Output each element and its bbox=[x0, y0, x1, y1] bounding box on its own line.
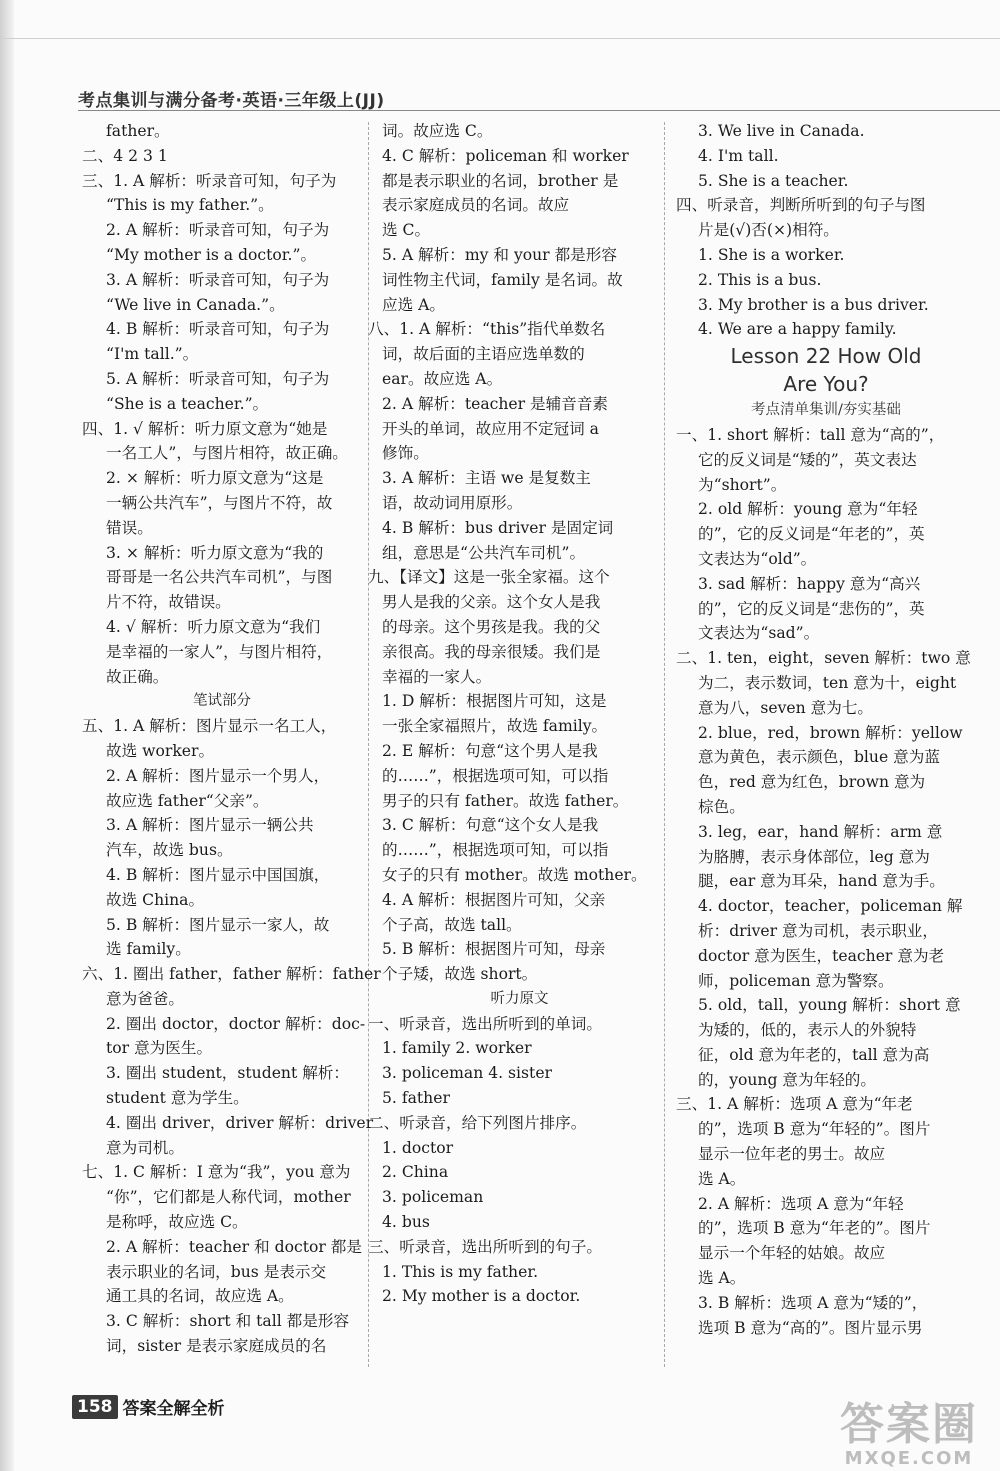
answer-line: 3. policeman 4. sister bbox=[382, 1064, 553, 1083]
answer-line: 征，old 意为年老的，tall 意为高 bbox=[698, 1045, 930, 1064]
answer-line: 3. policeman bbox=[382, 1188, 484, 1207]
answer-column-3 bbox=[676, 119, 976, 1340]
answer-line: 4. We are a happy family. bbox=[698, 320, 897, 339]
subsection-heading: 考点清单集训/夯实基础 bbox=[751, 402, 901, 419]
watermark-logo-text: 答案圈 bbox=[840, 1399, 978, 1450]
answer-line: 1. D 解析：根据图片可知，这是 bbox=[382, 692, 607, 711]
answer-line: student 意为学生。 bbox=[106, 1089, 249, 1108]
answer-line: 5. A 解析：my 和 your 都是形容 bbox=[382, 245, 617, 264]
answer-line: 5. A 解析：听录音可知，句子为 bbox=[106, 369, 330, 388]
answer-line: 片不符，故错误。 bbox=[106, 593, 231, 612]
page-binding-shadow bbox=[0, 0, 14, 1471]
answer-line: 4. A 解析：根据图片可知，父亲 bbox=[382, 890, 606, 909]
answer-line: 故应选 father“父亲”。 bbox=[106, 791, 269, 810]
footer-label: 答案全解全析 bbox=[122, 1399, 225, 1419]
answer-line: 色，red 意为红色，brown 意为 bbox=[698, 773, 926, 792]
answer-line: doctor 意为医生，teacher 意为老 bbox=[698, 946, 945, 965]
answer-line: 2. A 解析：选项 A 意为“年轻 bbox=[698, 1194, 904, 1213]
answer-line: 的……”，根据选项可知，可以指 bbox=[382, 841, 609, 860]
answer-line: 3. A 解析：主语 we 是复数主 bbox=[382, 469, 591, 488]
answer-line: 八、1. A 解析：“this”指代单数名 bbox=[368, 320, 606, 339]
answer-line: 2. blue，red，brown 解析：yellow bbox=[698, 723, 963, 742]
lesson-title-line2: Are You? bbox=[783, 372, 869, 397]
answer-line: 3. sad 解析：happy 意为“高兴 bbox=[698, 574, 921, 593]
answer-line: 4. bus bbox=[382, 1213, 430, 1232]
answer-line: 4. √ 解析：听力原文意为“我们 bbox=[106, 617, 321, 636]
answer-line: 2. A 解析：图片显示一个男人， bbox=[106, 766, 330, 785]
answer-line: 1. doctor bbox=[382, 1138, 454, 1157]
answer-line: 析：driver 意为司机，表示职业， bbox=[698, 921, 938, 940]
answer-line: 2. A 解析：teacher 和 doctor 都是 bbox=[106, 1237, 362, 1256]
watermark bbox=[840, 1399, 978, 1469]
answer-line: 3. We live in Canada. bbox=[698, 122, 865, 140]
answer-column-2 bbox=[368, 119, 657, 1309]
section-heading: 听力原文 bbox=[490, 990, 549, 1007]
answer-line: 1. family 2. worker bbox=[382, 1039, 532, 1058]
answer-line: 文表达为“old”。 bbox=[698, 549, 817, 568]
answer-line: 3. B 解析：选项 A 意为“矮的”， bbox=[698, 1293, 928, 1312]
answer-line: 一、听录音，选出所听到的单词。 bbox=[368, 1014, 602, 1033]
column-divider-1 bbox=[368, 122, 369, 1367]
answer-line: 的，young 意为年轻的。 bbox=[698, 1070, 876, 1089]
answer-line: 为“short”。 bbox=[698, 475, 787, 494]
answer-line: 意为爸爸。 bbox=[106, 989, 184, 1008]
answer-line: 是称呼，故应选 C。 bbox=[106, 1213, 248, 1232]
answer-line: 2. 圈出 doctor，doctor 解析：doc- bbox=[106, 1014, 366, 1033]
answer-line: 3. C 解析：short 和 tall 都是形容 bbox=[106, 1312, 350, 1331]
answer-line: 女子的只有 mother。故选 mother。 bbox=[382, 865, 647, 884]
answer-column-1 bbox=[82, 119, 381, 1359]
answer-line: 的”，它的反义词是“年老的”，英 bbox=[698, 525, 925, 544]
answer-line: “你”，它们都是人称代词，mother bbox=[106, 1188, 351, 1207]
answer-line: 2. A 解析：teacher 是辅音音素 bbox=[382, 394, 609, 413]
answer-line: 片是(√)否(×)相符。 bbox=[698, 221, 839, 240]
answer-line: 4. B 解析：bus driver 是固定词 bbox=[382, 518, 614, 537]
answer-line: 是幸福的一家人”，与图片相符， bbox=[106, 642, 333, 661]
answer-line: 的”，它的反义词是“悲伤的”，英 bbox=[698, 599, 925, 618]
answer-line: 意为八，seven 意为七。 bbox=[698, 698, 874, 717]
answer-line: 5. father bbox=[382, 1089, 450, 1108]
answer-line: 个子高，故选 tall。 bbox=[382, 915, 522, 934]
section-heading: 笔试部分 bbox=[193, 693, 251, 710]
answer-line: 故选 worker。 bbox=[106, 741, 215, 760]
answer-line: 词，故后面的主语应选单数的 bbox=[382, 345, 585, 364]
answer-line: 选 C。 bbox=[382, 221, 431, 240]
answer-line: 选 family。 bbox=[106, 940, 191, 959]
answer-line: 2. My mother is a doctor. bbox=[382, 1287, 581, 1306]
answer-line: 为矮的，低的，表示人的外貌特 bbox=[698, 1021, 917, 1040]
answer-line: 2. E 解析：句意“这个男人是我 bbox=[382, 741, 598, 760]
answer-line: “This is my father.”。 bbox=[106, 196, 274, 215]
answer-line: 2. China bbox=[382, 1163, 449, 1182]
answer-line: 腿，ear 意为耳朵，hand 意为手。 bbox=[698, 872, 945, 891]
answer-line: 师，policeman 意为警察。 bbox=[698, 971, 894, 990]
answer-line: 都是表示职业的名词，brother 是 bbox=[382, 171, 619, 190]
answer-line: 3. A 解析：听录音可知，句子为 bbox=[106, 270, 330, 289]
answer-line: 显示一位年老的男士。故应 bbox=[698, 1145, 886, 1164]
answer-line: 选项 B 意为“高的”。图片显示男 bbox=[698, 1318, 923, 1337]
page-header: 考点集训与满分备考·英语·三年级上(JJ) bbox=[78, 91, 385, 111]
answer-line: “I'm tall.”。 bbox=[106, 345, 199, 364]
answer-line: 一名工人”，与图片相符，故正确。 bbox=[106, 444, 348, 463]
answer-line: 选 A。 bbox=[698, 1169, 746, 1188]
answer-line: 的”，选项 B 意为“年老的”。图片 bbox=[698, 1219, 931, 1238]
page-footer bbox=[72, 1394, 225, 1419]
answer-line: 一张全家福照片，故选 family。 bbox=[382, 717, 608, 736]
answer-line: 错误。 bbox=[106, 518, 153, 537]
answer-line: 4. doctor，teacher，policeman 解 bbox=[698, 897, 963, 916]
answer-line: 选 A。 bbox=[698, 1269, 746, 1288]
answer-line: 5. B 解析：根据图片可知，母亲 bbox=[382, 940, 606, 959]
answer-line: 4. I'm tall. bbox=[698, 146, 779, 165]
answer-line: 男人是我的父亲。这个女人是我 bbox=[382, 593, 601, 612]
answer-line: 亲很高。我的母亲很矮。我们是 bbox=[382, 642, 601, 661]
answer-line: 九、【译文】这是一张全家福。这个 bbox=[368, 568, 610, 587]
answer-line: 3. × 解析：听力原文意为“我的 bbox=[106, 543, 324, 562]
watermark-url: MXQE.COM bbox=[844, 1448, 974, 1469]
answer-line: “She is a teacher.”。 bbox=[106, 394, 269, 413]
answer-line: 5. old，tall，young 解析：short 意 bbox=[698, 996, 961, 1015]
answer-line: 开头的单词，故应用不定冠词 a bbox=[382, 419, 599, 438]
answer-line: 意为司机。 bbox=[106, 1138, 184, 1157]
answer-line: 应选 A。 bbox=[382, 295, 445, 314]
answer-line: 五、1. A 解析：图片显示一名工人， bbox=[82, 717, 337, 736]
answer-line: 为二，表示数词，ten 意为十，eight bbox=[698, 673, 957, 692]
answer-line: 的……”，根据选项可知，可以指 bbox=[382, 766, 609, 785]
answer-line: 故正确。 bbox=[106, 667, 169, 686]
answer-line: 显示一个年轻的姑娘。故应 bbox=[698, 1244, 886, 1263]
lesson-title-line1: Lesson 22 How Old bbox=[730, 344, 922, 369]
answer-line: 词性物主代词，family 是名词。故 bbox=[382, 270, 623, 289]
answer-line: 2. old 解析：young 意为“年轻 bbox=[698, 500, 918, 519]
answer-line: 3. leg，ear，hand 解析：arm 意 bbox=[698, 822, 943, 841]
answer-line: 文表达为“sad”。 bbox=[698, 624, 820, 643]
page-number: 158 bbox=[72, 1395, 118, 1419]
column-divider-2 bbox=[664, 122, 665, 1367]
answer-line: 表示职业的名词，bus 是表示交 bbox=[106, 1262, 327, 1281]
answer-line: 三、1. A 解析：选项 A 意为“年老 bbox=[676, 1095, 913, 1114]
answer-line: 通工具的名词，故应选 A。 bbox=[106, 1287, 294, 1306]
answer-line: 为胳膊，表示身体部位，leg 意为 bbox=[698, 847, 930, 866]
answer-line: 一、1. short 解析：tall 意为“高的”， bbox=[676, 425, 945, 444]
answer-line: 个子矮，故选 short。 bbox=[382, 965, 538, 984]
answer-line: 男子的只有 father。故选 father。 bbox=[382, 791, 629, 810]
answer-line: 修饰。 bbox=[382, 444, 429, 463]
answer-line: “My mother is a doctor.”。 bbox=[106, 245, 317, 264]
answer-line: 5. B 解析：图片显示一家人，故 bbox=[106, 915, 330, 934]
top-rule bbox=[0, 38, 1000, 39]
answer-line: 1. This is my father. bbox=[382, 1262, 539, 1281]
answer-line: 3. My brother is a bus driver. bbox=[698, 295, 929, 314]
answer-line: 七、1. C 解析：I 意为“我”，you 意为 bbox=[82, 1163, 351, 1182]
answer-line: 2. × 解析：听力原文意为“这是 bbox=[106, 469, 324, 488]
answer-line: 三、听录音，选出所听到的句子。 bbox=[368, 1237, 602, 1256]
answer-line: 二、1. ten，eight，seven 解析：two 意 bbox=[676, 649, 971, 668]
answer-line: ear。故应选 A。 bbox=[382, 369, 503, 388]
answer-line: father。 bbox=[106, 122, 170, 140]
answer-line: 的母亲。这个男孩是我。我的父 bbox=[382, 617, 601, 636]
answer-line: 2. This is a bus. bbox=[698, 270, 822, 289]
answer-line: 4. 圈出 driver，driver 解析：driver bbox=[106, 1113, 374, 1132]
answer-line: 4. B 解析：听录音可知，句子为 bbox=[106, 320, 330, 339]
answer-line: 2. A 解析：听录音可知，句子为 bbox=[106, 221, 330, 240]
answer-line: 4. C 解析：policeman 和 worker bbox=[382, 146, 629, 165]
answer-line: 四、1. √ 解析：听力原文意为“她是 bbox=[82, 419, 328, 438]
answer-line: 三、1. A 解析：听录音可知，句子为 bbox=[82, 171, 337, 190]
answer-line: 汽车，故选 bus。 bbox=[106, 841, 233, 860]
answer-line: 的”，选项 B 意为“年轻的”。图片 bbox=[698, 1120, 931, 1139]
answer-line: “We live in Canada.”。 bbox=[106, 295, 285, 314]
lesson-answers bbox=[676, 423, 976, 1340]
answer-line: 5. She is a teacher. bbox=[698, 171, 849, 190]
answer-line: 词。故应选 C。 bbox=[382, 122, 493, 140]
answer-line: 六、1. 圈出 father，father 解析：father bbox=[82, 965, 381, 984]
answer-line: 故选 China。 bbox=[106, 890, 205, 909]
answer-line: 词，sister 是表示家庭成员的名 bbox=[106, 1337, 327, 1356]
answer-line: 二、听录音，给下列图片排序。 bbox=[368, 1113, 587, 1132]
answer-line: 4. B 解析：图片显示中国国旗， bbox=[106, 865, 330, 884]
answer-line: 3. 圈出 student，student 解析： bbox=[106, 1064, 349, 1083]
listening-script-continued bbox=[676, 119, 976, 342]
header-rule bbox=[78, 110, 1000, 111]
answer-line: 四、听录音，判断所听到的句子与图 bbox=[676, 196, 926, 215]
answer-line: 二、4 2 3 1 bbox=[82, 146, 168, 165]
answer-line: 它的反义词是“矮的”，英文表达 bbox=[698, 450, 917, 469]
answer-line: 1. She is a worker. bbox=[698, 245, 845, 264]
answer-line: 棕色。 bbox=[698, 797, 745, 816]
answer-line: 表示家庭成员的名词。故应 bbox=[382, 196, 570, 215]
answer-line: 3. A 解析：图片显示一辆公共 bbox=[106, 816, 314, 835]
answer-line: 一辆公共汽车”，与图片不符，故 bbox=[106, 493, 333, 512]
answer-line: 哥哥是一名公共汽车司机”，与图 bbox=[106, 568, 333, 587]
answer-line: 意为黄色，表示颜色，blue 意为蓝 bbox=[698, 748, 940, 767]
answer-line: tor 意为医生。 bbox=[106, 1039, 213, 1058]
answer-line: 语，故动词用原形。 bbox=[382, 493, 523, 512]
answer-line: 3. C 解析：句意“这个女人是我 bbox=[382, 816, 599, 835]
answer-line: 组，意思是“公共汽车司机”。 bbox=[382, 543, 586, 562]
answer-line: 幸福的一家人。 bbox=[382, 667, 492, 686]
